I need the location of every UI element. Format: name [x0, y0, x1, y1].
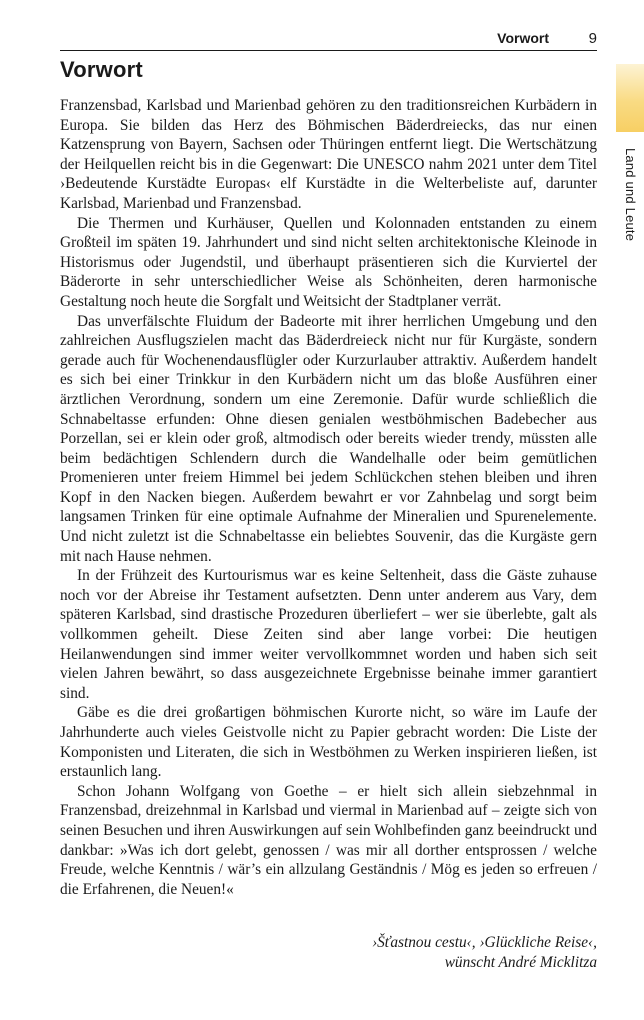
- side-section-label: Land und Leute: [623, 148, 638, 242]
- chapter-thumb-tab: [616, 64, 644, 132]
- page-number: 9: [588, 30, 597, 47]
- paragraph-2: Die Thermen und Kurhäuser, Quellen und Kolonnaden entstanden zu einem Großteil im späten 19. Jahrhundert und sind nicht selten architektonische Kleinode in Historismus oder Jugendstil, und überhaupt präsentieren sich die Kurviertel der Bäderorte in sehr unterschiedlicher Weise als Schönheiten, deren harmonische Gestaltung noch heute die Sorgfalt und Weitsicht der Stadtplaner verrät.: [60, 214, 597, 310]
- running-head: [60, 30, 597, 48]
- paragraph-3: Das unverfälschte Fluidum der Badeorte mit ihrer herrlichen Umgebung und den zahlreichen Ausflugszielen macht das Bäderdreieck nicht nur für Kurgäste, sondern gerade auch für Wochenendausflügler oder Kurzurlauber attraktiv. Außerdem handelt es sich bei einer Trinkkur in den Kurbädern nicht um das bloße Ausführen einer ärztlichen Verordnung, sondern um eine Zeremonie. Dafür wurde schließlich die Schnabeltasse erfunden: Ohne diesen genialen westböhmischen Badebecher aus Porzellan, sei er klein oder groß, altmodisch oder bereits wieder trendy, müssten alle beim bedächtigen Schlendern durch die Wandelhalle oder beim gemütlichen Promenieren unter freiem Himmel bei jedem Schlückchen stehen bleiben und ihren Kopf in den Nacken biegen. Außerdem bewahrt er vor Zahnbelag und sorgt beim langsamen Trinken für eine optimale Aufnahme der Mineralien und Spurenelemente. Und nicht zuletzt ist die Schnabeltasse ein beliebtes Souvenir, das die Kurgäste gern mit nach Hause nehmen.: [60, 312, 597, 565]
- header-rule: [60, 50, 597, 51]
- signature-line-2: wünscht André Micklitza: [444, 953, 597, 971]
- signature-line-1: ›Šťastnou cestu‹, ›Glückliche Reise‹,: [371, 934, 597, 951]
- body-text: [60, 96, 597, 899]
- paragraph-1: Franzensbad, Karlsbad und Marienbad gehören zu den traditionsreichen Kurbädern in Europa. Sie bilden das Herz des Böhmischen Bäderdreiecks, das nur einen Katzensprung von Bayern, Sachsen oder Thüringen entfernt liegt. Die Wertschätzung der Heilquellen reicht bis in die Gegenwart: Die UNESCO nahm 2021 unter dem Titel ›Bedeutende Kurstädte Europas‹ elf Kurstädte in die Welterbeliste auf, darunter Karlsbad, Marienbad und Franzensbad.: [60, 97, 597, 212]
- paragraph-5: Gäbe es die drei großartigen böhmischen Kurorte nicht, so wäre im Laufe der Jahrhunderte auch vieles Geistvolle nicht zu Papier gebracht worden: Die Liste der Komponisten und Literaten, die sich in Westböhmen zu Werken inspirieren ließen, ist erstaunlich lang.: [60, 704, 597, 781]
- paragraph-4: In der Frühzeit des Kurtourismus war es keine Seltenheit, dass die Gäste zuhause noch vor der Abreise ihr Testament aufsetzten. Denn unter anderem aus Vary, dem späteren Karlsbad, sind drastische Prozeduren überliefert – wer sie überlebte, galt als vollkommen geheilt. Diese Zeiten sind aber lange vorbei: Die heutigen Heilanwendungen sind immer weiter vervollkommnet worden und haben sich seit vielen Jahren bewährt, so dass ausgezeichnete Ergebnisse beinahe immer garantiert sind.: [60, 567, 597, 702]
- chapter-title: Vorwort: [60, 57, 143, 82]
- signature: [197, 933, 597, 972]
- running-head-title: Vorwort: [497, 30, 549, 46]
- paragraph-6: Schon Johann Wolfgang von Goethe – er hielt sich allein siebzehnmal in Franzensbad, dreizehnmal in Karlsbad und viermal in Marienbad auf – zeigte sich von seinen Besuchen und ihren Auswirkungen auf sein Wohlbefinden ganz beeindruckt und dankbar: »Was ich dort gelebt, genossen / was mir all dorther entsprossen / welche Freude, welche Kenntnis / wär’s ein allzulang Geständnis / Mög es jeden so erfreuen / die Erfahrenen, die Neuen!«: [60, 782, 597, 898]
